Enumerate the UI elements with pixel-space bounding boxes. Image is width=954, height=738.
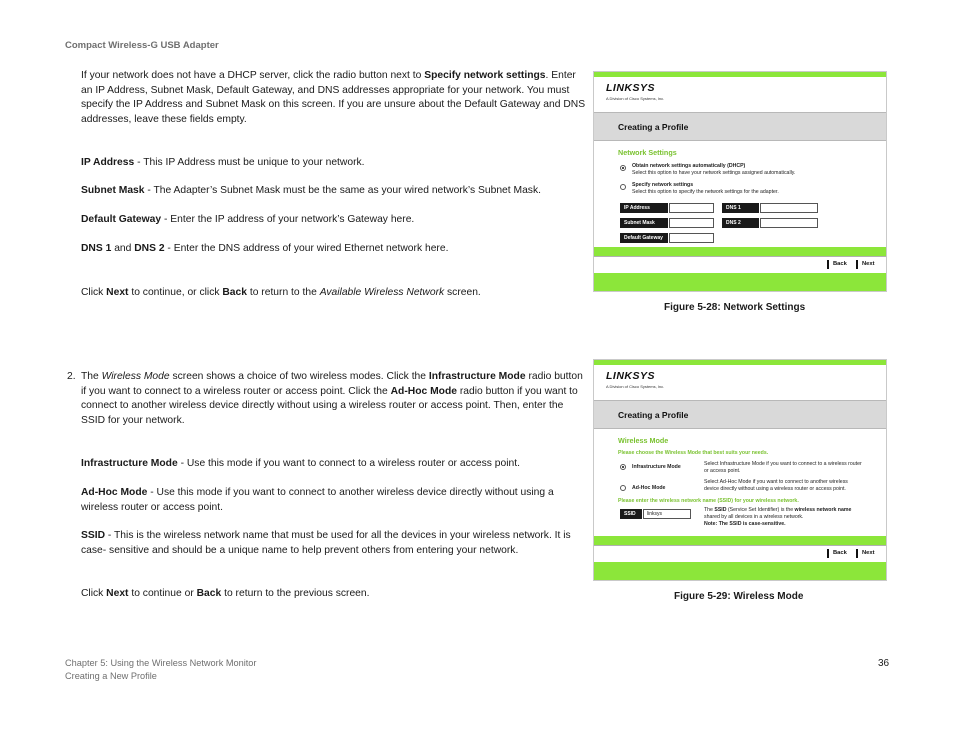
top-stripe: [594, 360, 886, 365]
logo-subtitle: A Division of Cisco Systems, Inc.: [606, 96, 665, 101]
adhoc-label: Ad-Hoc Mode: [632, 485, 666, 491]
infrastructure-radio[interactable]: [620, 464, 626, 470]
default-gateway-label: Default Gateway: [620, 233, 668, 243]
footer-chapter: Chapter 5: Using the Wireless Network Monitor: [65, 658, 257, 668]
title-bar: [594, 400, 886, 429]
page-number: 36: [878, 658, 890, 669]
ip-address-paragraph: IP Address - This IP Address must be unique to your network.: [81, 157, 365, 168]
window-title: Creating a Profile: [618, 410, 689, 420]
next-button[interactable]: Next: [856, 260, 875, 269]
network-settings-screenshot: [593, 71, 887, 292]
dns2-field[interactable]: [760, 218, 818, 228]
dns1-field[interactable]: [760, 203, 818, 213]
nav-row: [594, 545, 886, 562]
ssid-field[interactable]: linksys: [643, 509, 691, 519]
next-button[interactable]: Next: [856, 549, 875, 558]
ssid-paragraph: SSID - This is the wireless network name that must be used for all the devices in your wireless network. It is case- sensitive and should be a unique name to help prevent others from entering your network.: [81, 530, 571, 556]
dns1-label: DNS 1: [722, 203, 759, 213]
linksys-logo: LINKSYS: [606, 370, 656, 382]
dns-paragraph: DNS 1 and DNS 2 - Enter the DNS address of your wired Ethernet network here.: [81, 243, 449, 254]
click-next-paragraph-1: Click Next to continue, or click Back to return to the Available Wireless Network screen.: [81, 287, 481, 298]
logo-subtitle: A Division of Cisco Systems, Inc.: [606, 384, 665, 389]
mode-prompt: Please choose the Wireless Mode that best suits your needs.: [618, 450, 769, 456]
click-next-paragraph-2: Click Next to continue or Back to return to the previous screen.: [81, 588, 370, 599]
default-gateway-paragraph: Default Gateway - Enter the IP address of your network’s Gateway here.: [81, 214, 415, 225]
dhcp-option: Obtain network settings automatically (DHCP) Select this option to have your network settings assigned automatically.: [632, 163, 796, 176]
adhoc-radio[interactable]: [620, 485, 626, 491]
title-bar: [594, 112, 886, 141]
subnet-mask-label: Subnet Mask: [620, 218, 668, 228]
adhoc-description: Select Ad-Hoc Mode if you want to connect to another wireless device directly without using a wireless router or access point.: [704, 479, 848, 492]
footer: [65, 657, 256, 682]
window-title: Creating a Profile: [618, 122, 689, 132]
running-header: Compact Wireless-G USB Adapter: [65, 40, 219, 51]
footer-section: Creating a New Profile: [65, 670, 157, 681]
infrastructure-description: Select Infrastructure Mode if you want to connect to a wireless router or access point.: [704, 461, 862, 474]
ip-address-label: IP Address: [620, 203, 668, 213]
specify-option: Specify network settings Select this option to specify the network settings for the adapter.: [632, 182, 779, 195]
ip-address-field[interactable]: [669, 203, 714, 213]
wireless-mode-screenshot: [593, 359, 887, 581]
back-button[interactable]: Back: [827, 549, 847, 558]
linksys-logo: LINKSYS: [606, 82, 656, 94]
back-button[interactable]: Back: [827, 260, 847, 269]
nav-row: [594, 256, 886, 273]
infrastructure-mode-paragraph: Infrastructure Mode - Use this mode if you want to connect to a wireless router or access point.: [81, 458, 520, 469]
subnet-mask-field[interactable]: [669, 218, 714, 228]
default-gateway-field[interactable]: [669, 233, 714, 243]
infrastructure-label: Infrastructure Mode: [632, 464, 681, 470]
section-title: Wireless Mode: [618, 436, 669, 445]
ssid-prompt: Please enter the wireless network name (SSID) for your wireless network.: [618, 498, 799, 504]
specify-radio[interactable]: [620, 184, 626, 190]
figure-29-caption: Figure 5-29: Wireless Mode: [674, 591, 804, 602]
top-stripe: [594, 72, 886, 77]
dhcp-radio[interactable]: [620, 165, 626, 171]
ssid-label: SSID: [620, 509, 642, 519]
wireless-mode-intro-paragraph: The Wireless Mode screen shows a choice of two wireless modes. Click the Infrastructure Mode radio button if you want to connect to a wireless router or access point. Click the Ad-Hoc Mode radio button if you want to connect to another wireless device directly without using a wireless router or access point. Then, enter the SSID for your network.: [81, 371, 583, 426]
section-title: Network Settings: [618, 148, 677, 157]
figure-28-caption: Figure 5-28: Network Settings: [664, 302, 806, 313]
dns2-label: DNS 2: [722, 218, 759, 228]
ssid-description: The SSID (Service Set Identifier) is the wireless network name shared by all devices in a wireless network. Note: The SSID is case-sensitive.: [704, 507, 852, 527]
subnet-mask-paragraph: Subnet Mask - The Adapter’s Subnet Mask must be the same as your wired network’s Subnet Mask.: [81, 185, 541, 196]
intro-paragraph: If your network does not have a DHCP server, click the radio button next to Specify network settings. Enter an IP Address, Subnet Mask, Default Gateway, and DNS addresses appropriate for your network. You must specify the IP Address and Subnet Mask on this screen. If you are unsure about the Default Gateway and DNS addresses, leave these fields empty.: [81, 70, 586, 125]
step-number: 2.: [67, 371, 76, 382]
adhoc-mode-paragraph: Ad-Hoc Mode - Use this mode if you want to connect to another wireless device directly without using a wireless router or access point.: [81, 487, 554, 513]
